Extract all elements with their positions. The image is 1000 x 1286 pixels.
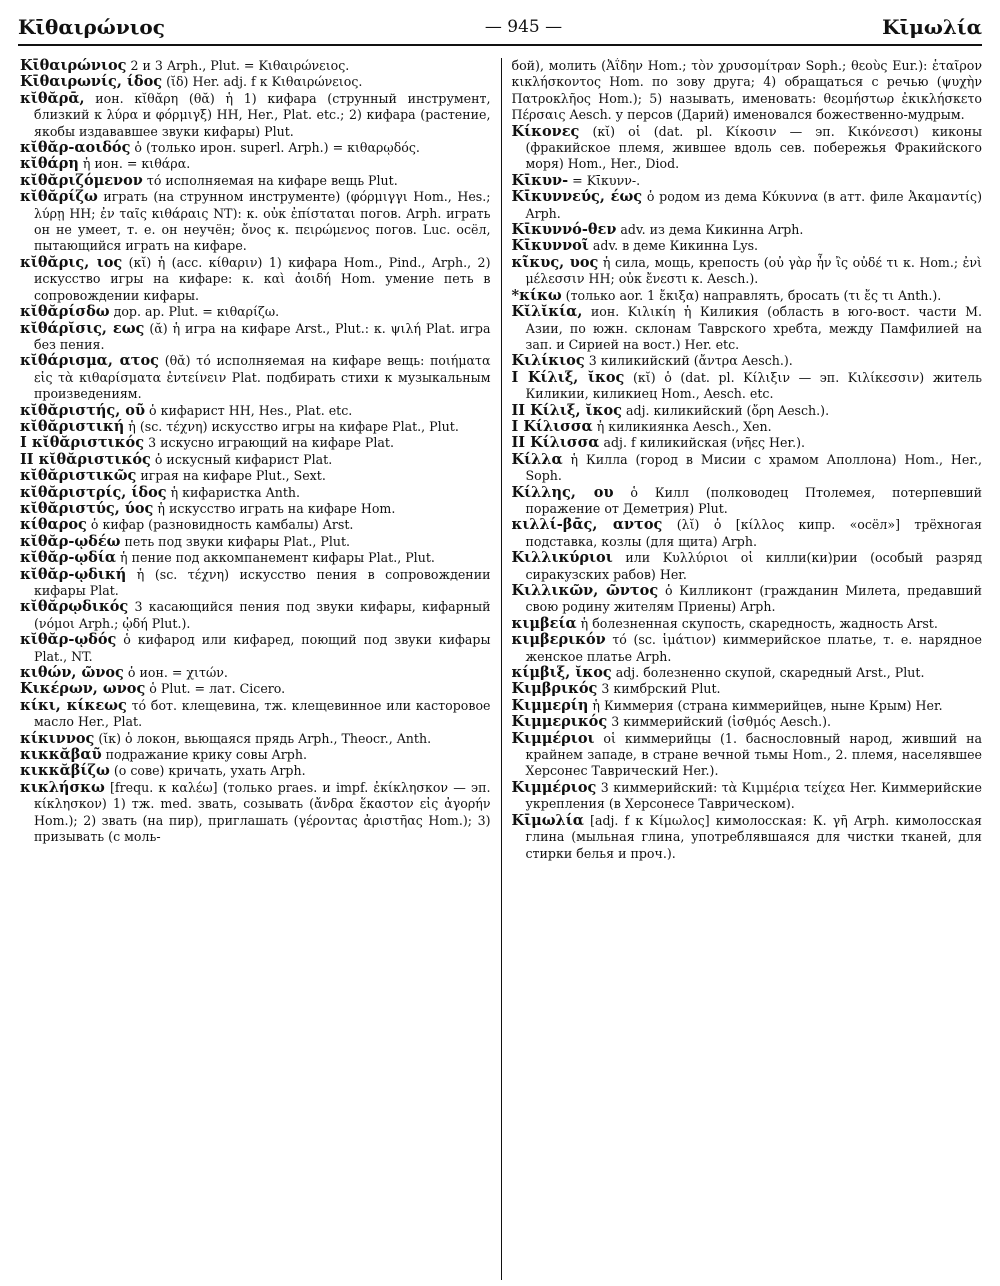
entry-headword: Κιμμερίη [511,696,589,714]
entry-definition: ἡ Килла (город в Мисии с храмом Аполлона) Hom., Her., Soph. [525,451,982,484]
left-column [14,58,502,1280]
entry-definition: ὁ родом из дема Κύκυννα (в атт. филе Ἀκαμαντίς) Arph. [525,189,983,221]
entry-definition: или Κυλλύριοι οἱ килли(ки)рии (особый разряд сиракузских рабов) Her. [525,550,982,582]
entry-headword: κῐθᾰρ-ῳδική [20,565,127,583]
entry-definition: петь под звуки кифары Plat., Plut. [124,533,351,549]
entry-headword: κῐθᾰριστρίς, ίδος [20,483,167,501]
entry-headword: κῐθάρη [20,155,79,173]
entry-headword: κῐθᾰρ-αοιδός [20,139,131,157]
entry-headword: Κῑθαιρώνιος [20,58,127,74]
entry-headword: I κῐθᾰριστικός [20,434,145,452]
dictionary-entry [20,435,491,451]
dictionary-entry [512,353,983,369]
entry-definition: adj. f киликийская (νῆες Her.). [603,435,806,451]
entry-headword: I Κίλιξ, ῐκος [511,368,625,386]
entry-definition: 3 киммерийский: τὰ Κιμμέρια τείχεα Her. Киммерийские укрепления (в Херсонесе Таврическом). [525,779,982,812]
entry-headword: Κίλλα [511,450,563,468]
entry-headword: κῐθᾰριζόμενον [20,171,143,189]
dictionary-entry [512,452,983,485]
entry-headword: κίκι, κίκεως [20,696,127,714]
entry-definition: ὁ (только ирон. superl. Arph.) = κιθαρῳδός. [134,140,420,156]
dictionary-entry [20,321,491,354]
entry-headword: Κιμμερικός [511,713,608,731]
dictionary-entry [20,452,491,468]
dictionary-entry [512,780,983,813]
entry-definition: 3 кимбрский Plut. [601,681,721,697]
dictionary-entry [20,156,491,172]
dictionary-entry [512,419,983,435]
entry-definition: ὁ Килликонт (гражданин Милета, предавший свою родину жителям Приены) Arph. [525,583,982,615]
dictionary-entry [512,403,983,419]
right-column [502,58,989,1280]
entry-headword: Κῐλῐκία, [511,303,583,321]
entry-definition: играя на кифаре Plut., Sext. [140,468,326,484]
entry-definition: (о сове) кричать, ухать Arph. [113,763,306,779]
entry-definition: (κῐ) οἱ (dat. pl. Κίκοσιν — эп. Κικόνεσσι) киконы (фракийское племя, жившее вдоль сев. побережья Фракийского моря) Hom., Her., Diod. [525,123,982,172]
entry-headword: Κίλλης, ου [511,483,614,501]
entry-definition: adj. киликийский (ὄρη Aesch.). [626,402,830,418]
dictionary-entry [20,140,491,156]
entry-headword: κιμβεία [511,614,577,632]
dictionary-entry [512,698,983,714]
entry-definition: ἡ кифаристка Anth. [170,484,301,500]
dictionary-entry [20,747,491,763]
dictionary-entry [20,731,491,747]
entry-headword: Κῑκυννοῖ [511,237,589,255]
dictionary-entry [512,238,983,254]
dictionary-entry [512,485,983,518]
entry-headword: κῐθᾰριστικῶς [20,467,137,485]
entry-headword: κῐθάρῐσις, εως [20,319,145,337]
dictionary-entry [20,550,491,566]
entry-definition: [frequ. к καλέω] (только praes. и impf. ἐκίκλησκον — эп. κίκλησκον) 1) тж. med. звать, созывать (ἄνδρα ἕκαστον εἰς ἀγορήν Hom.); 2) звать (на пир), приглашать (γέροντας ἀριστῆας Hom.); 3) призывать (с моль- [34,779,491,845]
entry-headword: Κιμμέριος [511,778,597,796]
dictionary-entry [512,583,983,616]
dictionary-entry [20,780,491,846]
entry-definition: adv. из дема Кикинна Arph. [620,222,804,238]
dictionary-entry [20,517,491,533]
entry-headword: Κιλλικῶν, ῶντος [511,582,659,599]
entry-headword: I Κίλισσα [511,417,593,435]
entry-headword: κίκιννος [20,729,95,747]
dictionary-entry [512,288,983,304]
entry-definition: бой), молить (Ἀΐδην Hom.; τὸν χρυσομίτραν Soph.; θεοὺς Eur.): ἑταῖρον κικλήσκοντος Hom. по зову друга; 4) обращаться с речью (ψυχὴν Πατροκλῆος Hom.); 5) называть, именовать: θεομήστωρ ἐκικλήσκετο Πέρσαις Aesch. у персов (Дарий) именовался божественно-мудрым. [511,58,982,123]
entry-definition: ион. κῐθᾰρη (θᾰ) ἡ 1) кифара (струнный инструмент, близкий к λύρα и φόρμιγξ) HH, Her., Plat. etc.; 2) кифара (растение, якобы издававшее звуки кифары) Plut. [34,90,491,139]
entry-definition: ἡ (sc. τέχνη) искусство игры на кифаре Plat., Plut. [128,418,459,434]
dictionary-entry [512,255,983,288]
dictionary-entry [512,222,983,238]
dictionary-entry [20,599,491,632]
entry-headword: κῐθᾰρ-ῳδέω [20,532,121,550]
entry-headword: κῖκυς, υος [511,253,599,271]
entry-headword: κῐθάρισμα, ατος [20,352,160,370]
entry-definition: играть (на струнном инструменте) (φόρμιγγι Hom., Hes.; λύρῃ HH; ἐν ταῖς κιθάραις NT): κ. οὐκ ἐπίσταται погов. Arph. играть он не умеет, т. е. он неучён; ὄνος κ. πειρώμενος погов. Luc. осёл, пытающийся играть на кифаре. [34,189,491,254]
entry-definition: ἡ болезненная скупость, скаредность, жадность Arst. [580,615,938,631]
dictionary-entry [512,435,983,451]
dictionary-entry [20,567,491,600]
entry-headword: Κιμβρικός [511,680,598,698]
entry-headword: κιλλί-βᾱς, αντος [511,516,663,534]
dictionary-entry [20,91,491,140]
dictionary-entry [512,731,983,780]
dictionary-entry [512,616,983,632]
entry-definition: ион. Κιλικίη ἡ Киликия (область в юго-вост. части М. Азии, по южн. склонам Таврского хребта, между Памфилией на зап. и Сирией на вост.) Her. etc. [525,304,982,352]
dictionary-entry [20,255,491,304]
dictionary-entry [512,173,983,189]
entry-headword: *κίκω [511,286,562,304]
entry-definition: (λῐ) ὁ [κίλλος кипр. «осёл»] трёхногая подставка, козлы (для щита) Arph. [525,517,982,549]
entry-definition: = Κῑκυνν-. [572,172,641,188]
entry-definition: (только aor. 1 ἔκιξα) направлять, бросать (τι ἔς τι Anth.). [565,287,942,303]
entry-headword: Κικέρων, ωνος [20,680,146,698]
entry-headword: Κίκονες [511,122,580,140]
entry-definition: подражание крику совы Arph. [105,747,307,763]
entry-definition: 3 касающийся пения под звуки кифары, кифарный (νόμοι Arph.; ᾠδή Plut.). [34,599,491,631]
entry-definition: ἡ пение под аккомпанемент кифары Plat., Plut. [120,550,435,566]
entry-definition: ὁ Килл (полководец Птолемея, потерпевший поражение от Деметрия) Plut. [525,484,982,516]
entry-headword: Κῑθαιρωνίς, ίδος [20,73,163,91]
entry-definition: ὁ кифарод или кифаред, поющий под звуки кифары Plat., NT. [34,632,491,664]
page-number: — 945 — [484,17,563,37]
entry-headword: κῐθᾰρῳδικός [20,598,129,616]
dictionary-entry [512,304,983,353]
entry-definition: 3 киликийский (ἄντρα Aesch.). [588,353,793,369]
dictionary-entry [512,189,983,222]
entry-headword: II κῐθᾰριστικός [20,450,151,468]
entry-definition: ἡ (sc. τέχνη) искусство пения в сопровождении кифары Plat. [34,566,491,598]
entry-headword: Κιλίκιος [511,352,585,370]
entry-definition: (ᾰ) ἡ игра на кифаре Arst., Plut.: κ. ψιλή Plat. игра без пения. [34,320,491,352]
dictionary-entry [512,517,983,550]
entry-headword: κῐθᾰρ-ῳδός [20,631,117,649]
entry-definition: ὁ кифар (разновидность камбалы) Arst. [90,517,354,533]
page-header [18,10,982,46]
entry-definition: ἡ искусство играть на кифаре Hom. [157,500,396,516]
entry-definition: adv. в деме Кикинна Lys. [592,238,759,254]
entry-definition: (κῐ) ὁ (dat. pl. Κίλιξιν — эп. Κιλίκεσσιν) житель Киликии, киликиец Hom., Aesch. etc. [525,369,982,402]
entry-headword: Κιμμέριοι [511,729,595,747]
entry-definition: ὁ кифарист HH, Hes., Plat. etc. [149,402,353,418]
entry-definition: ὁ Plut. = лат. Cicero. [149,681,286,697]
entry-definition: τό (sc. ἱμάτιον) киммерийское платье, т. е. нарядное женское платье Arph. [525,632,982,664]
dictionary-entry [20,763,491,779]
dictionary-entry [20,681,491,697]
entry-headword: κῐθᾰρίσδω [20,303,110,321]
entry-definition: (κῐ) ἡ (acc. κίθαριν) 1) кифара Hom., Pind., Arph., 2) искусство игры на кифаре: κ. καὶ ἀοιδή Hom. умение петь в сопровождении кифары. [34,254,491,303]
entry-definition: ἡ сила, мощь, крепость (οὐ γὰρ ἦν ἲς οὐδέ τι κ. Hom.; ἐνὶ μέλεσσιν HH; οὐκ ἔνεστι κ. Aesch.). [525,254,982,287]
entry-headword: κῐθᾰριστική [20,417,125,435]
dictionary-entry [20,501,491,517]
entry-headword: Κῑκυννεύς, έως [511,188,643,206]
dictionary-entry [20,698,491,731]
entry-definition: ἡ киликиянка Aesch., Xen. [596,418,772,434]
left-running-headword: Κῑθαιρώνιος [18,15,165,39]
entry-definition: adj. болезненно скупой, скаредный Arst., Plut. [615,665,925,681]
dictionary-entry [20,665,491,681]
dictionary-entry [512,550,983,583]
entry-definition: дор. ap. Plut. = κιθαρίζω. [113,304,280,320]
entry-definition: ἡ Киммерия (страна киммерийцев, ныне Крым) Her. [592,697,943,713]
entry-headword: κικκᾰβίζω [20,762,110,780]
dictionary-entry [512,665,983,681]
dictionary-entry [512,58,983,124]
entry-definition: 2 и 3 Arph., Plut. = Κιθαιρώνειος. [130,58,350,73]
entry-definition: [adj. f к Κίμωλος] кимолосская: К. γῆ Arph. кимолосская глина (мыльная глина, употреблявшаяся для чистки тканей, для стирки белья и проч.). [525,812,982,861]
dictionary-entry [20,534,491,550]
entry-definition: 3 искусно играющий на кифаре Plat. [148,435,394,451]
entry-headword: κῐθᾰριστής, οῦ [20,401,146,419]
entry-headword: Κῑκυννό-θεν [511,221,617,239]
dictionary-entry [512,124,983,173]
right-running-headword: Κῑμωλία [882,15,982,39]
dictionary-entry [20,403,491,419]
two-column-body [14,58,988,1280]
entry-definition: οἱ киммерийцы (1. баснословный народ, живший на крайнем западе, в стране вечной тьмы Hom., 2. племя, населявшее Херсонес Таврический Her.). [525,730,982,779]
entry-headword: κῐθᾰριστύς, ύος [20,499,154,517]
dictionary-entry [512,632,983,665]
entry-headword: κικκᾰβαῦ [20,746,102,764]
entry-headword: κιθών, ῶνος [20,664,124,682]
dictionary-entry [512,714,983,730]
dictionary-entry [20,189,491,255]
dictionary-entry [512,813,983,862]
dictionary-entry [20,419,491,435]
dictionary-entry [20,468,491,484]
dictionary-entry [20,173,491,189]
entry-headword: κῐθᾰρίζω [20,188,98,206]
entry-definition: (θᾰ) τό исполняемая на кифаре вещь: ποιήματα εἰς τὰ κιθαρίσματα ἐντείνειν Plat. подбирать стихи к музыкальным произведениям. [34,353,491,402]
entry-headword: κῐθᾰρις, ιος [20,253,123,271]
dictionary-entry [20,58,491,74]
entry-headword: κίθαρος [20,516,87,534]
entry-headword: Κιλλικύριοι [511,549,613,567]
dictionary-entry [20,485,491,501]
dictionary-entry [20,304,491,320]
dictionary-entry [512,681,983,697]
entry-definition: τό исполняемая на кифаре вещь Plut. [146,172,398,188]
entry-definition: ἡ ион. = κιθάρα. [82,156,191,172]
dictionary-entry [20,353,491,402]
entry-definition: ὁ ион. = χιτών. [127,665,228,681]
entry-definition: (ῐδ) Her. adj. f к Κιθαιρώνειος. [166,74,363,90]
entry-definition: ὁ искусный кифарист Plat. [154,451,333,467]
entry-definition: τό бот. клещевина, тж. клещевинное или касторовое масло Her., Plat. [34,697,491,730]
entry-headword: κῐθᾰρᾱ, [20,89,85,107]
entry-definition: (ῐκ) ὁ локон, вьющаяся прядь Arph., Theocr., Anth. [98,730,432,746]
entry-definition: 3 киммерийский (ἰσθμός Aesch.). [611,714,832,730]
entry-headword: Κῑμωλία [511,811,584,829]
entry-headword: Κῑκυν- [511,171,569,189]
entry-headword: κίμβιξ, ῐκος [511,664,612,682]
entry-headword: II Κίλιξ, ῐκος [511,401,622,419]
entry-headword: κῐθᾰρ-ῳδία [20,549,117,567]
dictionary-entry [20,632,491,665]
entry-headword: κιμβερικόν [511,631,606,649]
dictionary-entry [512,370,983,403]
entry-headword: II Κίλισσα [511,434,600,452]
entry-headword: κικλήσκω [20,778,105,796]
dictionary-entry [20,74,491,90]
